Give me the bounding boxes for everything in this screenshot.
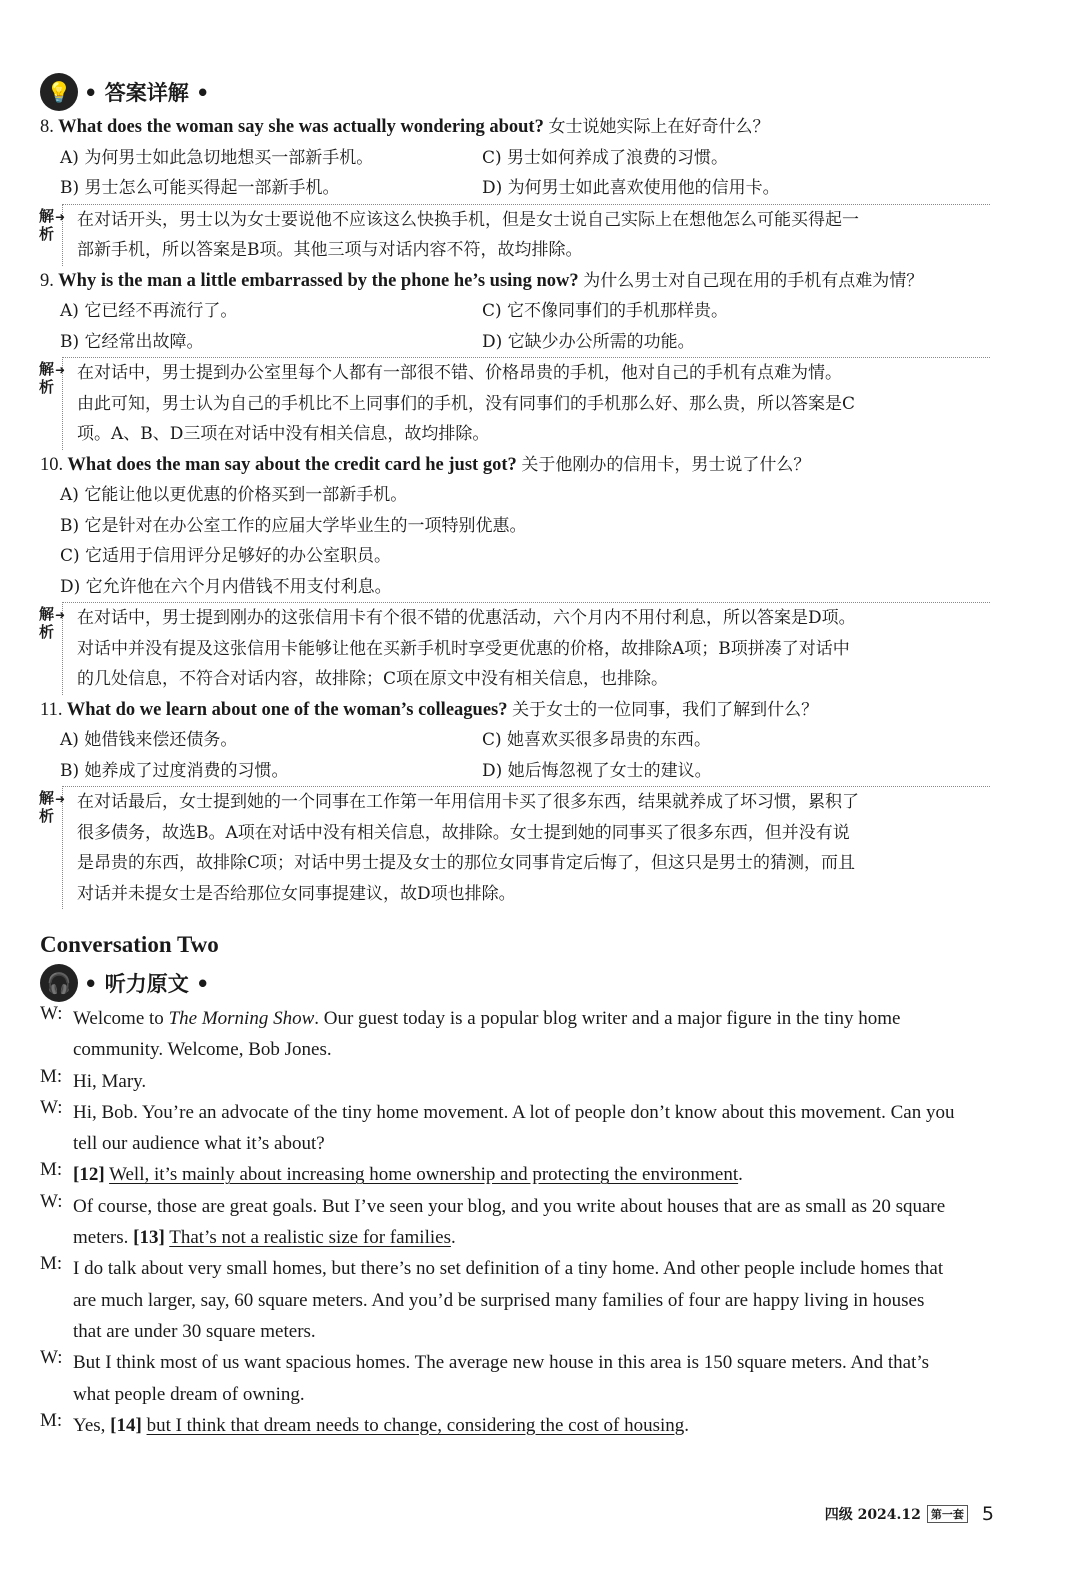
text-segment: Of course, those are great goals. But I’ve seen your blog, and you write about houses that are as small as 20 square [73,1195,946,1217]
transcript-line [73,1285,990,1316]
text-segment: Welcome to [73,1008,169,1029]
text-segment: . Our guest today is a popular blog writer and a major figure in the tiny home [314,1008,901,1029]
transcript-turn [40,1191,990,1254]
option: A) 它能让他以更优惠的价格买到一部新手机。 [60,485,408,505]
option: B) 男士怎么可能买得起一部新手机。 [60,178,340,198]
text-segment: community. Welcome, Bob Jones. [73,1039,332,1061]
question-translation: 关于女士的一位同事，我们了解到什么？ [512,699,819,720]
question-stem [40,112,990,143]
option-row [60,327,990,358]
text-segment: The Morning Show [168,1008,315,1029]
option-row [60,541,990,572]
analysis-label: 解析 [39,789,55,825]
option: D) 为何男士如此喜欢使用他的信用卡。 [482,178,780,198]
arrow-icon: ➜ [55,792,66,806]
text-segment: are much larger, say, 60 square meters. And you’d be surprised many families of four are happy living in houses [73,1289,925,1311]
analysis-label: 解析 [39,605,55,641]
transcript-line [73,1191,990,1222]
option: B) 它经常出故障。 [60,331,204,352]
speaker-label: W: [40,1190,63,1212]
analysis-box [39,786,990,909]
turn-text [73,1003,990,1066]
transcript-line [73,1410,990,1441]
text-segment: tell our audience what it’s about? [73,1133,325,1155]
text-segment: what people dream of owning. [73,1383,305,1405]
text-segment: Hi, Mary. [73,1070,147,1092]
question-translation: 关于他刚办的信用卡，男士说了什么？ [521,454,811,475]
transcript-line [73,1003,990,1034]
question-translation: 女士说她实际上在好奇什么？ [548,117,770,137]
transcript-line [73,1128,990,1159]
option: C) 她喜欢买很多昂贵的东西。 [482,730,712,750]
option: A) 为何男士如此急切地想买一部新手机。 [60,147,374,168]
question-text: What do we learn about one of the woman’s colleagues? [66,699,508,720]
text-segment: . [738,1164,743,1186]
arrow-icon: ➜ [55,209,66,224]
question-number: 8. [40,117,54,137]
option-row [60,296,990,327]
option: D) 她后悔忽视了女士的建议。 [482,760,712,781]
answers-section-header [40,72,990,112]
turn-text [73,1410,990,1441]
option: D) 它允许他在六个月内借钱不用支付利息。 [60,576,392,597]
analysis-label: 解析 [39,206,55,243]
text-segment: . [450,1227,456,1249]
transcript-turn [40,1410,990,1441]
transcript-turn [40,1347,990,1410]
transcript-line [73,1222,990,1253]
option: B) 她养成了过度消费的习惯。 [60,760,289,781]
text-segment: Hi, Bob. You’re an advocate of the tiny home movement. A lot of people don’t know about this movement. Can you [73,1101,955,1123]
text-segment: I do talk about very small homes, but there’s no set definition of a tiny home. And other people include homes that [73,1258,944,1280]
options [40,725,990,786]
analysis-line: 在对话中，男士提到办公室里每个人都有一部很不错、价格昂贵的手机，他对自己的手机有点难为情。 [77,363,842,383]
question-number: 11. [40,699,63,720]
headphones-icon: 🎧 [40,964,78,1002]
speaker-label: M: [40,1409,63,1431]
question-block [40,112,990,266]
analysis-box [39,204,990,266]
question-block [40,266,990,450]
question-number: 10. [40,454,64,475]
speaker-label: M: [40,1253,63,1275]
analysis-line: 由此可知，男士认为自己的手机比不上同事们的手机，没有同事们的手机那么好、那么贵，所以答案是C [77,393,856,414]
section-title: • 答案详解 • [84,81,210,105]
questions [40,112,990,909]
analysis-line: 对话并未提女士是否给那位女同事提建议，故D项也排除。 [77,883,516,904]
analysis-line: 在对话开头，男士以为女士要说他不应该这么快换手机，但是女士说自己实际上在想他怎么可能买得起一 [77,209,859,230]
page-footer [825,1503,994,1525]
option-row [60,756,990,787]
speaker-label: W: [40,1096,63,1118]
arrow-icon: ➜ [55,363,66,377]
option: C) 男士如何养成了浪费的习惯。 [482,147,729,168]
analysis-line: 的几处信息，不符合对话内容，故排除；C项在原文中没有相关信息，也排除。 [77,669,669,689]
turn-text [73,1097,990,1160]
transcript-line [73,1347,990,1378]
option-row [60,173,990,204]
transcript-turn [40,1066,990,1097]
text-segment: But I think most of us want spacious homes. The average new house in this area is 150 square meters. And that’s [73,1352,930,1374]
question-text: What does the man say about the credit card he just got? [67,454,517,475]
question-stem [40,695,990,726]
question-marker: [12] [73,1164,105,1186]
question-block [40,695,990,910]
analysis-line: 是昂贵的东西，故排除C项；对话中男士提及女士的那位女同事肯定后悔了，但这只是男士的猜测，而且 [77,853,856,873]
turn-text [73,1347,990,1410]
transcript-turn [40,1097,990,1160]
question-marker: [14] [110,1414,142,1436]
text-segment: . [684,1414,689,1436]
option: C) 它不像同事们的手机那样贵。 [482,301,729,321]
question-stem [40,266,990,297]
key-sentence: but I think that dream needs to change, considering the cost of housing [146,1414,685,1436]
conversation-title: Conversation Two [40,932,219,957]
arrow-icon: ➜ [55,608,66,622]
question-number: 9. [40,270,54,291]
transcript-line [73,1316,990,1347]
option-row [60,143,990,174]
transcript-turn [40,1253,990,1347]
text-segment: Yes, [73,1414,111,1436]
footer-set: 第一套 [927,1505,968,1523]
speaker-label: M: [40,1065,63,1087]
option-row [60,725,990,756]
option-row [60,480,990,511]
question-translation: 为什么男士对自己现在用的手机有点难为情？ [583,270,924,291]
option: A) 它已经不再流行了。 [60,301,238,321]
speaker-label: W: [40,1003,63,1024]
option: A) 她借钱来偿还债务。 [60,730,238,750]
question-text: What does the woman say she was actually wondering about? [58,117,544,137]
analysis-line: 在对话中，男士提到刚办的这张信用卡有个很不错的优惠活动，六个月内不用付利息，所以答案是D项。 [77,608,856,628]
footer-level: 四级 2024.12 [824,1507,921,1523]
options [40,296,990,357]
speaker-label: M: [40,1159,63,1181]
question-text: Why is the man a little embarrassed by the phone he’s using now? [58,270,579,291]
transcript-line [73,1066,990,1097]
option-row [60,572,990,603]
options [40,480,990,602]
option-row [60,511,990,542]
option: C) 它适用于信用评分足够好的办公室职员。 [60,546,392,566]
transcript-turn [40,1159,990,1190]
transcript-line [73,1379,990,1410]
transcript-line [73,1159,990,1190]
turn-text [73,1159,990,1190]
transcript-section-header [40,963,990,1003]
analysis-line: 在对话最后，女士提到她的一个同事在工作第一年用信用卡买了很多东西，结果就养成了坏习惯，累积了 [77,792,859,812]
question-marker: [13] [133,1227,165,1249]
analysis-line: 对话中并没有提及这张信用卡能够让他在买新手机时享受更优惠的价格，故排除A项；B项拼凑了对话中 [77,638,850,659]
transcript-line [73,1034,990,1065]
analysis-line: 部新手机，所以答案是B项。其他三项与对话内容不符，故均排除。 [77,240,583,260]
question-block [40,450,990,695]
analysis-line: 很多债务，故选B。A项在对话中没有相关信息，故排除。女士提到她的同事买了很多东西，但并没有说 [77,822,850,843]
analysis-label: 解析 [39,360,55,396]
transcript-turn [40,1003,990,1066]
page [40,72,990,1441]
analysis-box [39,602,990,695]
transcript-line [73,1097,990,1128]
option: B) 它是针对在办公室工作的应届大学毕业生的一项特别优惠。 [60,515,527,536]
text-segment: meters. [73,1227,134,1249]
turn-text [73,1253,990,1347]
key-sentence: Well, it’s mainly about increasing home ownership and protecting the environment [109,1164,739,1186]
key-sentence: That’s not a realistic size for families [169,1227,451,1249]
analysis-box [39,357,990,450]
analysis-line: 项。A、B、D三项在对话中没有相关信息，故均排除。 [77,424,490,444]
transcript-line [73,1253,990,1284]
options [40,143,990,204]
turn-text [73,1066,990,1097]
transcript [40,1003,990,1441]
question-stem [40,450,990,481]
page-number: 5 [981,1503,994,1525]
option: D) 它缺少办公所需的功能。 [482,331,695,352]
lightbulb-icon: 💡 [40,73,78,111]
text-segment: that are under 30 square meters. [73,1320,316,1342]
turn-text [73,1191,990,1254]
speaker-label: W: [40,1347,63,1369]
section-title: • 听力原文 • [84,972,210,996]
